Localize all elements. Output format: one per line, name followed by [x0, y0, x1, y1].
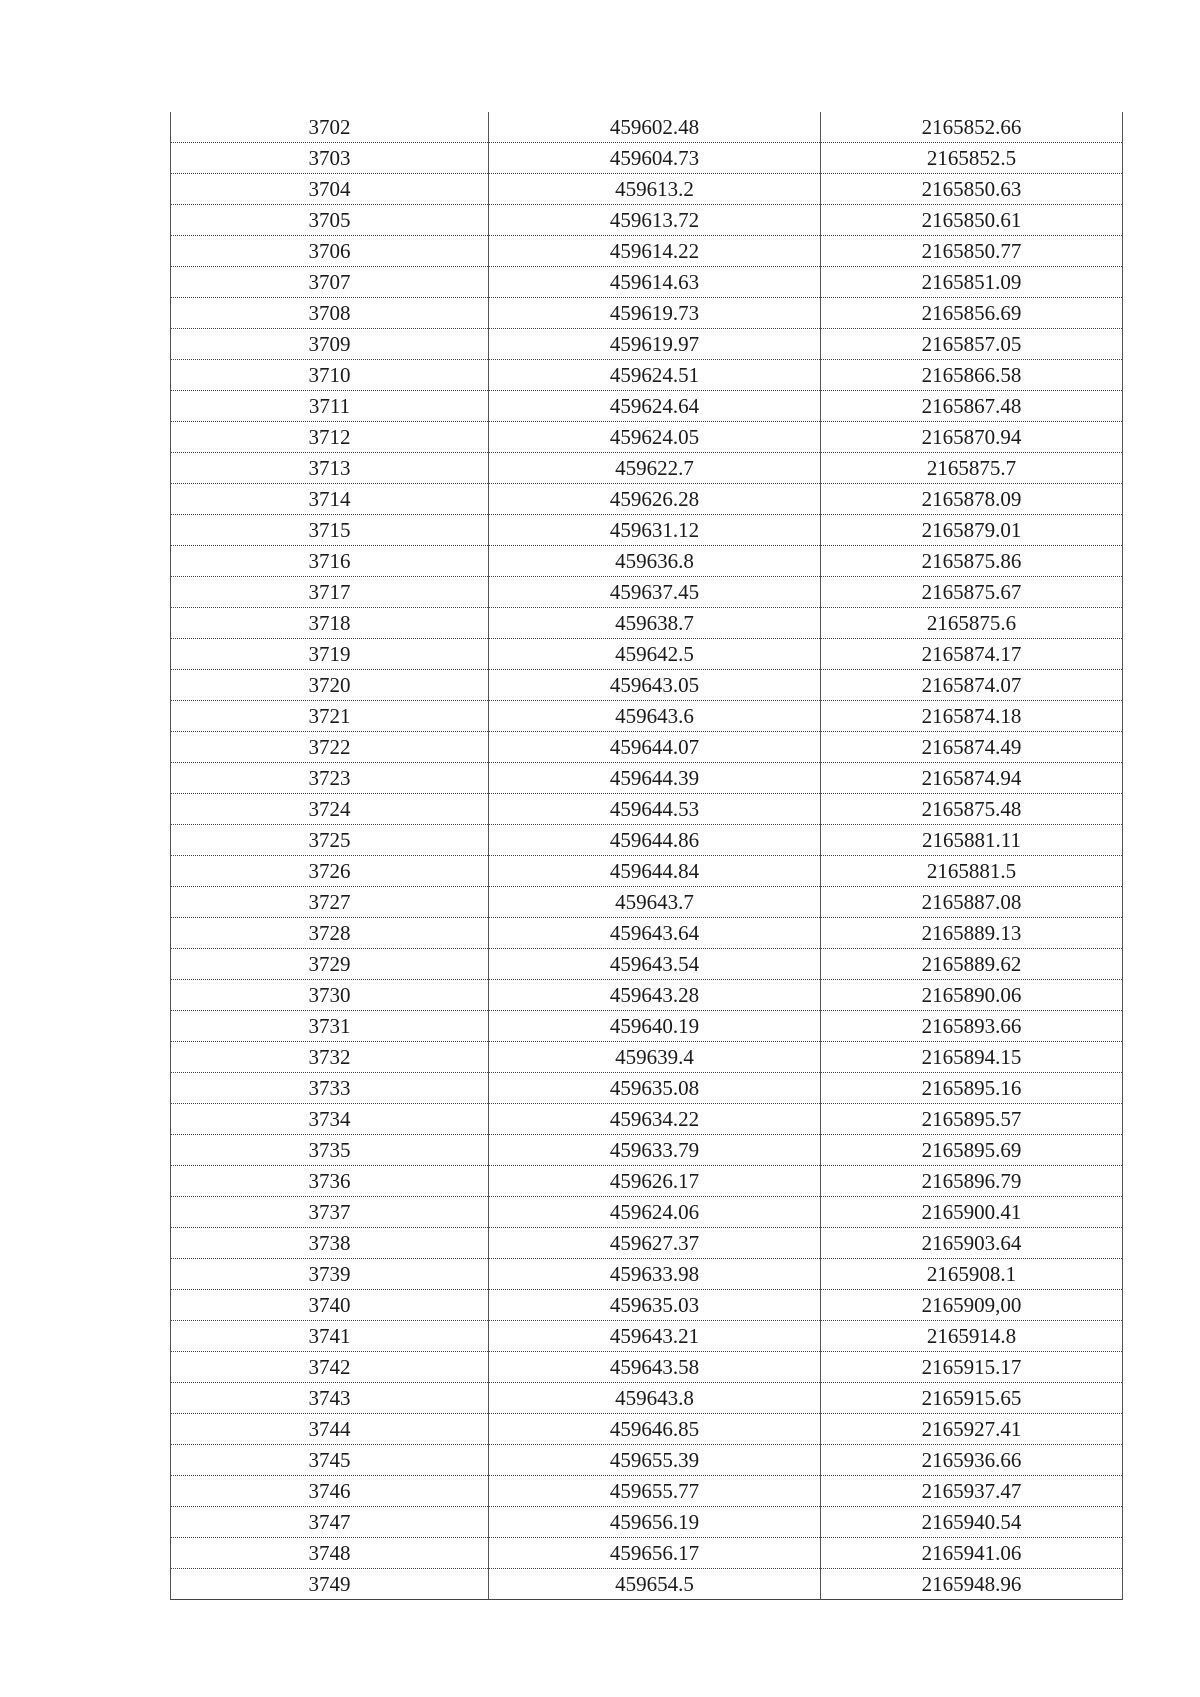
x-coordinate-cell: 459643.64	[489, 918, 821, 949]
x-coordinate-cell: 459655.77	[489, 1476, 821, 1507]
y-coordinate-cell: 2165889.62	[821, 949, 1123, 980]
y-coordinate-cell: 2165878.09	[821, 484, 1123, 515]
y-coordinate-cell: 2165896.79	[821, 1166, 1123, 1197]
point-number-cell: 3725	[171, 825, 489, 856]
point-number-cell: 3743	[171, 1383, 489, 1414]
table-row	[171, 1414, 1123, 1445]
table-row	[171, 670, 1123, 701]
x-coordinate-cell: 459624.64	[489, 391, 821, 422]
point-number-cell: 3731	[171, 1011, 489, 1042]
y-coordinate-cell: 2165867.48	[821, 391, 1123, 422]
point-number-cell: 3713	[171, 453, 489, 484]
point-number-cell: 3711	[171, 391, 489, 422]
point-number-cell: 3740	[171, 1290, 489, 1321]
point-number-cell: 3735	[171, 1135, 489, 1166]
table-row	[171, 205, 1123, 236]
x-coordinate-cell: 459619.97	[489, 329, 821, 360]
y-coordinate-cell: 2165852.5	[821, 143, 1123, 174]
x-coordinate-cell: 459633.79	[489, 1135, 821, 1166]
table-row	[171, 1507, 1123, 1538]
x-coordinate-cell: 459635.08	[489, 1073, 821, 1104]
y-coordinate-cell: 2165900.41	[821, 1197, 1123, 1228]
y-coordinate-cell: 2165903.64	[821, 1228, 1123, 1259]
y-coordinate-cell: 2165874.07	[821, 670, 1123, 701]
y-coordinate-cell: 2165894.15	[821, 1042, 1123, 1073]
point-number-cell: 3727	[171, 887, 489, 918]
table-row	[171, 1197, 1123, 1228]
x-coordinate-cell: 459626.17	[489, 1166, 821, 1197]
table-row	[171, 1104, 1123, 1135]
table-row	[171, 453, 1123, 484]
y-coordinate-cell: 2165875.67	[821, 577, 1123, 608]
y-coordinate-cell: 2165857.05	[821, 329, 1123, 360]
y-coordinate-cell: 2165874.94	[821, 763, 1123, 794]
x-coordinate-cell: 459643.6	[489, 701, 821, 732]
point-number-cell: 3738	[171, 1228, 489, 1259]
point-number-cell: 3707	[171, 267, 489, 298]
y-coordinate-cell: 2165893.66	[821, 1011, 1123, 1042]
point-number-cell: 3704	[171, 174, 489, 205]
x-coordinate-cell: 459654.5	[489, 1569, 821, 1600]
table-row	[171, 1228, 1123, 1259]
point-number-cell: 3742	[171, 1352, 489, 1383]
y-coordinate-cell: 2165937.47	[821, 1476, 1123, 1507]
point-number-cell: 3717	[171, 577, 489, 608]
table-row	[171, 1445, 1123, 1476]
x-coordinate-cell: 459643.7	[489, 887, 821, 918]
y-coordinate-cell: 2165909,00	[821, 1290, 1123, 1321]
table-row	[171, 174, 1123, 205]
point-number-cell: 3721	[171, 701, 489, 732]
x-coordinate-cell: 459643.54	[489, 949, 821, 980]
y-coordinate-cell: 2165895.57	[821, 1104, 1123, 1135]
y-coordinate-cell: 2165915.17	[821, 1352, 1123, 1383]
x-coordinate-cell: 459624.06	[489, 1197, 821, 1228]
x-coordinate-cell: 459644.07	[489, 732, 821, 763]
table-row	[171, 360, 1123, 391]
point-number-cell: 3720	[171, 670, 489, 701]
y-coordinate-cell: 2165879.01	[821, 515, 1123, 546]
table-row	[171, 267, 1123, 298]
y-coordinate-cell: 2165941.06	[821, 1538, 1123, 1569]
y-coordinate-cell: 2165856.69	[821, 298, 1123, 329]
x-coordinate-cell: 459638.7	[489, 608, 821, 639]
y-coordinate-cell: 2165927.41	[821, 1414, 1123, 1445]
x-coordinate-cell: 459643.21	[489, 1321, 821, 1352]
x-coordinate-cell: 459639.4	[489, 1042, 821, 1073]
table-row	[171, 329, 1123, 360]
x-coordinate-cell: 459644.84	[489, 856, 821, 887]
x-coordinate-cell: 459622.7	[489, 453, 821, 484]
x-coordinate-cell: 459613.72	[489, 205, 821, 236]
point-number-cell: 3736	[171, 1166, 489, 1197]
y-coordinate-cell: 2165874.17	[821, 639, 1123, 670]
table-row	[171, 794, 1123, 825]
table-row	[171, 639, 1123, 670]
table-row	[171, 1011, 1123, 1042]
point-number-cell: 3714	[171, 484, 489, 515]
x-coordinate-cell: 459644.53	[489, 794, 821, 825]
point-number-cell: 3739	[171, 1259, 489, 1290]
y-coordinate-cell: 2165875.86	[821, 546, 1123, 577]
x-coordinate-cell: 459642.5	[489, 639, 821, 670]
y-coordinate-cell: 2165914.8	[821, 1321, 1123, 1352]
x-coordinate-cell: 459633.98	[489, 1259, 821, 1290]
table-row	[171, 887, 1123, 918]
point-number-cell: 3734	[171, 1104, 489, 1135]
x-coordinate-cell: 459634.22	[489, 1104, 821, 1135]
point-number-cell: 3710	[171, 360, 489, 391]
table-row	[171, 1259, 1123, 1290]
point-number-cell: 3703	[171, 143, 489, 174]
x-coordinate-cell: 459636.8	[489, 546, 821, 577]
table-row	[171, 949, 1123, 980]
point-number-cell: 3715	[171, 515, 489, 546]
y-coordinate-cell: 2165940.54	[821, 1507, 1123, 1538]
x-coordinate-cell: 459614.63	[489, 267, 821, 298]
x-coordinate-cell: 459646.85	[489, 1414, 821, 1445]
y-coordinate-cell: 2165875.7	[821, 453, 1123, 484]
table-row	[171, 825, 1123, 856]
y-coordinate-cell: 2165874.49	[821, 732, 1123, 763]
point-number-cell: 3722	[171, 732, 489, 763]
table-row	[171, 980, 1123, 1011]
point-number-cell: 3730	[171, 980, 489, 1011]
point-number-cell: 3724	[171, 794, 489, 825]
point-number-cell: 3749	[171, 1569, 489, 1600]
y-coordinate-cell: 2165889.13	[821, 918, 1123, 949]
point-number-cell: 3746	[171, 1476, 489, 1507]
x-coordinate-cell: 459643.05	[489, 670, 821, 701]
table-row	[171, 1352, 1123, 1383]
point-number-cell: 3741	[171, 1321, 489, 1352]
y-coordinate-cell: 2165881.5	[821, 856, 1123, 887]
coordinates-table-body	[171, 112, 1123, 1600]
y-coordinate-cell: 2165850.61	[821, 205, 1123, 236]
y-coordinate-cell: 2165895.16	[821, 1073, 1123, 1104]
y-coordinate-cell: 2165852.66	[821, 112, 1123, 143]
x-coordinate-cell: 459635.03	[489, 1290, 821, 1321]
x-coordinate-cell: 459604.73	[489, 143, 821, 174]
table-row	[171, 577, 1123, 608]
table-row	[171, 143, 1123, 174]
point-number-cell: 3744	[171, 1414, 489, 1445]
y-coordinate-cell: 2165870.94	[821, 422, 1123, 453]
x-coordinate-cell: 459627.37	[489, 1228, 821, 1259]
y-coordinate-cell: 2165915.65	[821, 1383, 1123, 1414]
table-row	[171, 484, 1123, 515]
point-number-cell: 3728	[171, 918, 489, 949]
table-row	[171, 422, 1123, 453]
table-row	[171, 1290, 1123, 1321]
table-row	[171, 1538, 1123, 1569]
point-number-cell: 3708	[171, 298, 489, 329]
y-coordinate-cell: 2165908.1	[821, 1259, 1123, 1290]
x-coordinate-cell: 459643.8	[489, 1383, 821, 1414]
table-row	[171, 701, 1123, 732]
point-number-cell: 3719	[171, 639, 489, 670]
point-number-cell: 3723	[171, 763, 489, 794]
coordinates-table	[170, 112, 1123, 1600]
table-row	[171, 298, 1123, 329]
table-row	[171, 732, 1123, 763]
x-coordinate-cell: 459626.28	[489, 484, 821, 515]
point-number-cell: 3747	[171, 1507, 489, 1538]
y-coordinate-cell: 2165850.77	[821, 236, 1123, 267]
table-row	[171, 918, 1123, 949]
table-row	[171, 856, 1123, 887]
point-number-cell: 3732	[171, 1042, 489, 1073]
x-coordinate-cell: 459619.73	[489, 298, 821, 329]
table-row	[171, 1135, 1123, 1166]
y-coordinate-cell: 2165881.11	[821, 825, 1123, 856]
table-row	[171, 391, 1123, 422]
table-row	[171, 763, 1123, 794]
table-row	[171, 112, 1123, 143]
x-coordinate-cell: 459644.39	[489, 763, 821, 794]
table-row	[171, 1042, 1123, 1073]
table-row	[171, 1073, 1123, 1104]
table-row	[171, 1321, 1123, 1352]
y-coordinate-cell: 2165851.09	[821, 267, 1123, 298]
x-coordinate-cell: 459640.19	[489, 1011, 821, 1042]
y-coordinate-cell: 2165890.06	[821, 980, 1123, 1011]
x-coordinate-cell: 459614.22	[489, 236, 821, 267]
x-coordinate-cell: 459644.86	[489, 825, 821, 856]
table-row	[171, 236, 1123, 267]
point-number-cell: 3709	[171, 329, 489, 360]
x-coordinate-cell: 459624.05	[489, 422, 821, 453]
x-coordinate-cell: 459624.51	[489, 360, 821, 391]
point-number-cell: 3716	[171, 546, 489, 577]
x-coordinate-cell: 459656.19	[489, 1507, 821, 1538]
x-coordinate-cell: 459643.28	[489, 980, 821, 1011]
table-row	[171, 1166, 1123, 1197]
y-coordinate-cell: 2165875.48	[821, 794, 1123, 825]
y-coordinate-cell: 2165948.96	[821, 1569, 1123, 1600]
table-row	[171, 515, 1123, 546]
x-coordinate-cell: 459643.58	[489, 1352, 821, 1383]
point-number-cell: 3748	[171, 1538, 489, 1569]
point-number-cell: 3745	[171, 1445, 489, 1476]
x-coordinate-cell: 459613.2	[489, 174, 821, 205]
point-number-cell: 3733	[171, 1073, 489, 1104]
table-row	[171, 1569, 1123, 1600]
x-coordinate-cell: 459637.45	[489, 577, 821, 608]
table-row	[171, 1476, 1123, 1507]
point-number-cell: 3726	[171, 856, 489, 887]
y-coordinate-cell: 2165936.66	[821, 1445, 1123, 1476]
point-number-cell: 3706	[171, 236, 489, 267]
y-coordinate-cell: 2165895.69	[821, 1135, 1123, 1166]
y-coordinate-cell: 2165850.63	[821, 174, 1123, 205]
x-coordinate-cell: 459602.48	[489, 112, 821, 143]
table-row	[171, 608, 1123, 639]
point-number-cell: 3737	[171, 1197, 489, 1228]
table-row	[171, 546, 1123, 577]
y-coordinate-cell: 2165866.58	[821, 360, 1123, 391]
y-coordinate-cell: 2165875.6	[821, 608, 1123, 639]
point-number-cell: 3702	[171, 112, 489, 143]
point-number-cell: 3718	[171, 608, 489, 639]
point-number-cell: 3712	[171, 422, 489, 453]
x-coordinate-cell: 459631.12	[489, 515, 821, 546]
point-number-cell: 3729	[171, 949, 489, 980]
y-coordinate-cell: 2165874.18	[821, 701, 1123, 732]
point-number-cell: 3705	[171, 205, 489, 236]
x-coordinate-cell: 459655.39	[489, 1445, 821, 1476]
table-row	[171, 1383, 1123, 1414]
x-coordinate-cell: 459656.17	[489, 1538, 821, 1569]
y-coordinate-cell: 2165887.08	[821, 887, 1123, 918]
